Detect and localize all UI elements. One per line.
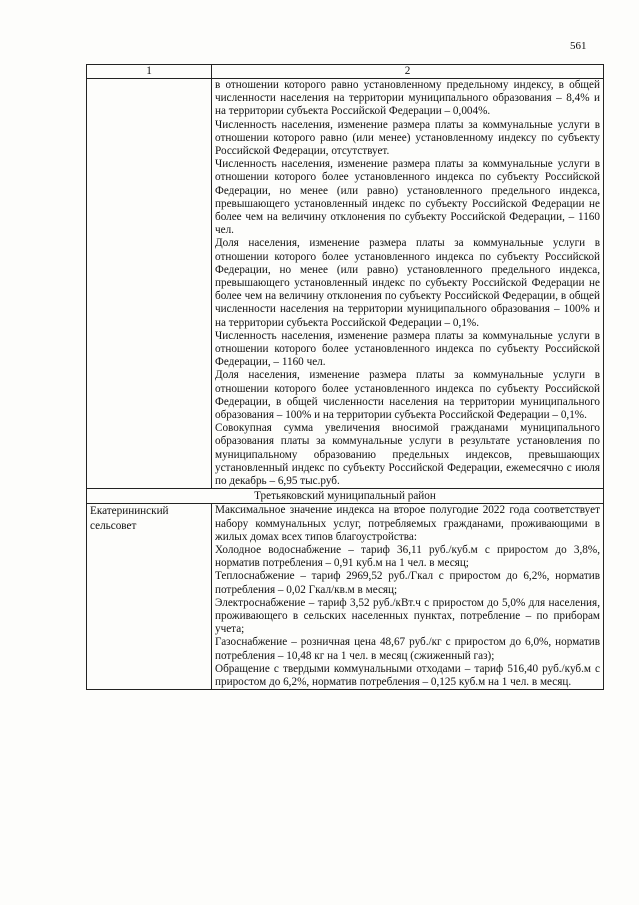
paragraph: Численность населения, изменение размера платы за коммунальные услуги в отношении которого более установленного индекса по субъекту Российской Федерации, – 1160 чел. [215,329,600,369]
page-number: 561 [570,40,587,52]
district-name: Третьяковский муниципальный район [87,489,604,504]
empty-cell [87,79,212,489]
paragraph: Теплоснабжение – тариф 2969,52 руб./Гкал с приростом до 6,2%, норматив потребления – 0,02 Гкал/кв.м в месяц; [215,570,600,596]
paragraph: Численность населения, изменение размера платы за коммунальные услуги в отношении которого равно (или менее) установленному индексу по субъекту Российской Федерации, отсутствует. [215,118,600,158]
table-row [87,79,604,489]
paragraph: Совокупная сумма увеличения вносимой гражданами муниципального образования платы за коммунальные услуги в результате установления по муниципальному образованию предельных индексов, превышающих установленный индекс по субъекту Российской Федерации, ежемесячно с июля по декабрь – 6,95 тыс.руб. [215,422,600,488]
settlement-name: Екатерининский сельсовет [87,504,212,690]
paragraph: Численность населения, изменение размера платы за коммунальные услуги в отношении которого более установленного индекса по субъекту Российской Федерации, но менее (или равно) установленного предельного индекса, превышающего установленный индекс по субъекту Российской Федерации не более чем на величину отклонения по субъекту Российской Федерации, – 1160 чел. [215,158,600,237]
tariff-cell [212,504,604,690]
district-row [87,489,604,504]
paragraph: Доля населения, изменение размера платы за коммунальные услуги в отношении которого более установленного индекса по субъекту Российской Федерации, но менее (или равно) установленного предельного индекса, превышающего установленный индекс по субъекту Российской Федерации не более чем на величину отклонения по субъекту Российской Федерации, в общей численности населения на территории муниципального образования – 100% и на территории субъекта Российской Федерации – 0,1%. [215,237,600,329]
paragraph: Электроснабжение – тариф 3,52 руб./кВт.ч с приростом до 5,0% для населения, проживающего в сельских населенных пунктах, потребление – по приборам учета; [215,596,600,636]
paragraph: Холодное водоснабжение – тариф 36,11 руб./куб.м с приростом до 3,8%, норматив потребления – 0,91 куб.м на 1 чел. в месяц; [215,543,600,570]
table-row [87,504,604,690]
column-header-2: 2 [212,65,604,79]
paragraph: Доля населения, изменение размера платы за коммунальные услуги в отношении которого более установленного индекса по субъекту Российской Федерации, в общей численности населения на территории муниципального образования – 100% и на территории субъекта Российской Федерации – 0,1%. [215,369,600,422]
paragraph: Газоснабжение – розничная цена 48,67 руб./кг с приростом до 6,0%, норматив потребления – 10,48 кг на 1 чел. в месяц (сжиженный газ); [215,636,600,662]
indicator-cell [212,79,604,489]
column-header-row [87,65,604,79]
paragraph: Обращение с твердыми коммунальными отходами – тариф 516,40 руб./куб.м с приростом до 6,2%, норматив потребления – 0,125 куб.м на 1 чел. в месяц. [215,662,600,688]
paragraph: Максимальное значение индекса на второе полугодие 2022 года соответствует набору коммунальных услуг, потребляемых гражданами, проживающими в жилых домах всех типов благоустройства: [215,504,600,543]
paragraph: в отношении которого равно установленному предельному индексу, в общей численности населения на территории муниципального образования – 8,4% и на территории субъекта Российской Федерации – 0,004%. [215,79,600,118]
column-header-1: 1 [87,65,212,79]
document-table [86,64,604,690]
